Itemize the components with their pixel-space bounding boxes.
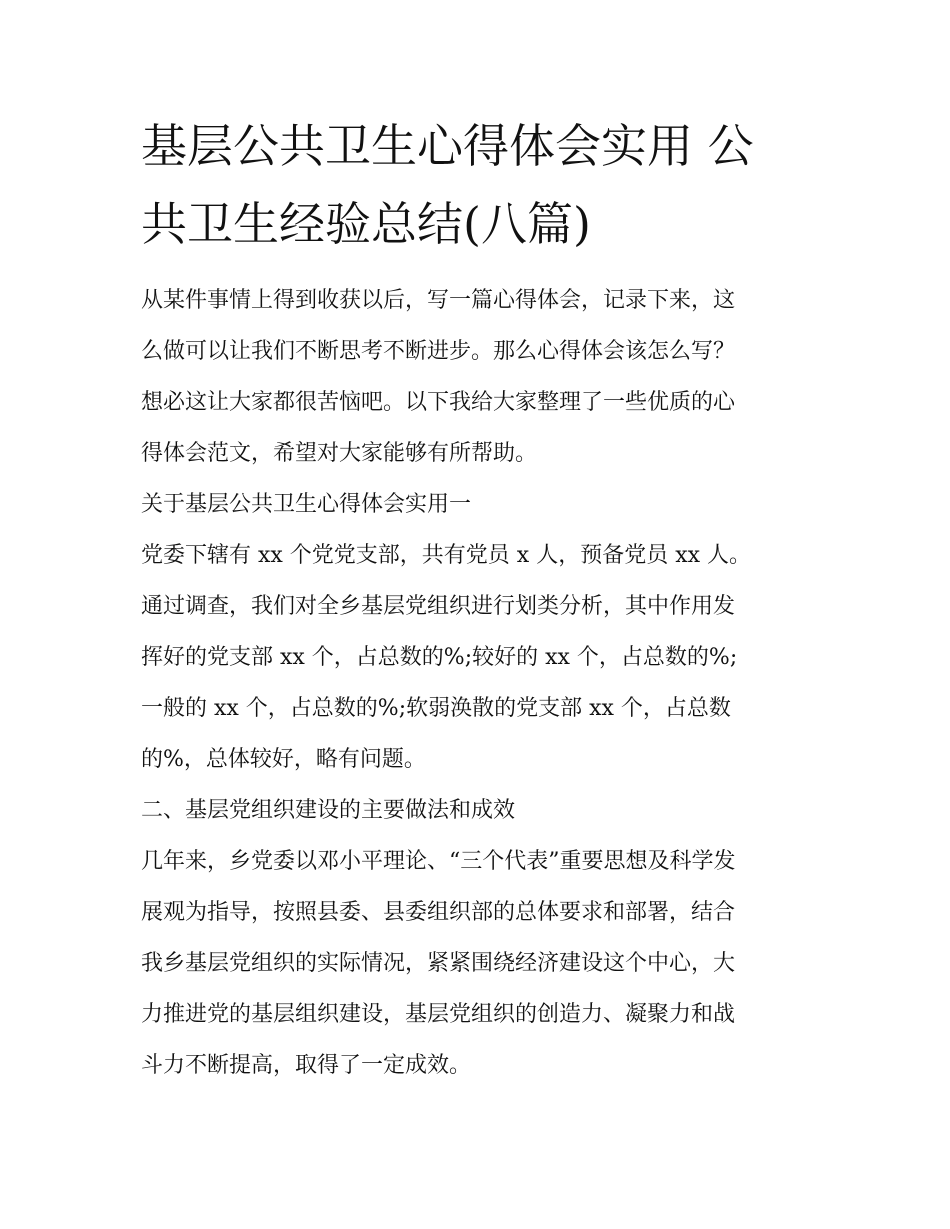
- body-line: 的%，总体较好，略有问题。: [141, 747, 426, 772]
- body-line: 从某件事情上得到收获以后，写一篇心得体会，记录下来，这: [141, 288, 736, 313]
- document-title-line-1: 基层公共卫生心得体会实用 公: [141, 119, 754, 173]
- body-line: 几年来，乡党委以邓小平理论、“三个代表”重要思想及科学发: [141, 849, 736, 874]
- section-heading: 二、基层党组织建设的主要做法和成效: [141, 798, 516, 823]
- body-line: 我乡基层党组织的实际情况，紧紧围绕经济建设这个中心，大: [141, 951, 736, 976]
- body-line: 党委下辖有 xx 个党党支部，共有党员 x 人，预备党员 xx 人。: [141, 543, 751, 568]
- body-line: 挥好的党支部 xx 个，占总数的%;较好的 xx 个，占总数的%;: [141, 645, 738, 670]
- body-line: 通过调查，我们对全乡基层党组织进行划类分析，其中作用发: [141, 594, 736, 619]
- body-line: 想必这让大家都很苦恼吧。以下我给大家整理了一些优质的心: [141, 390, 736, 415]
- document-title-line-2: 共卫生经验总结(八篇): [141, 197, 591, 251]
- body-line: 么做可以让我们不断思考不断进步。那么心得体会该怎么写？: [141, 339, 736, 364]
- body-line: 一般的 xx 个，占总数的%;软弱涣散的党支部 xx 个，占总数: [141, 696, 731, 721]
- body-line: 得体会范文，希望对大家能够有所帮助。: [141, 441, 538, 466]
- body-line: 展观为指导，按照县委、县委组织部的总体要求和部署，结合: [141, 900, 736, 925]
- body-line: 斗力不断提高，取得了一定成效。: [141, 1053, 472, 1078]
- section-heading: 关于基层公共卫生心得体会实用一: [141, 492, 472, 517]
- body-line: 力推进党的基层组织建设，基层党组织的创造力、凝聚力和战: [141, 1002, 736, 1027]
